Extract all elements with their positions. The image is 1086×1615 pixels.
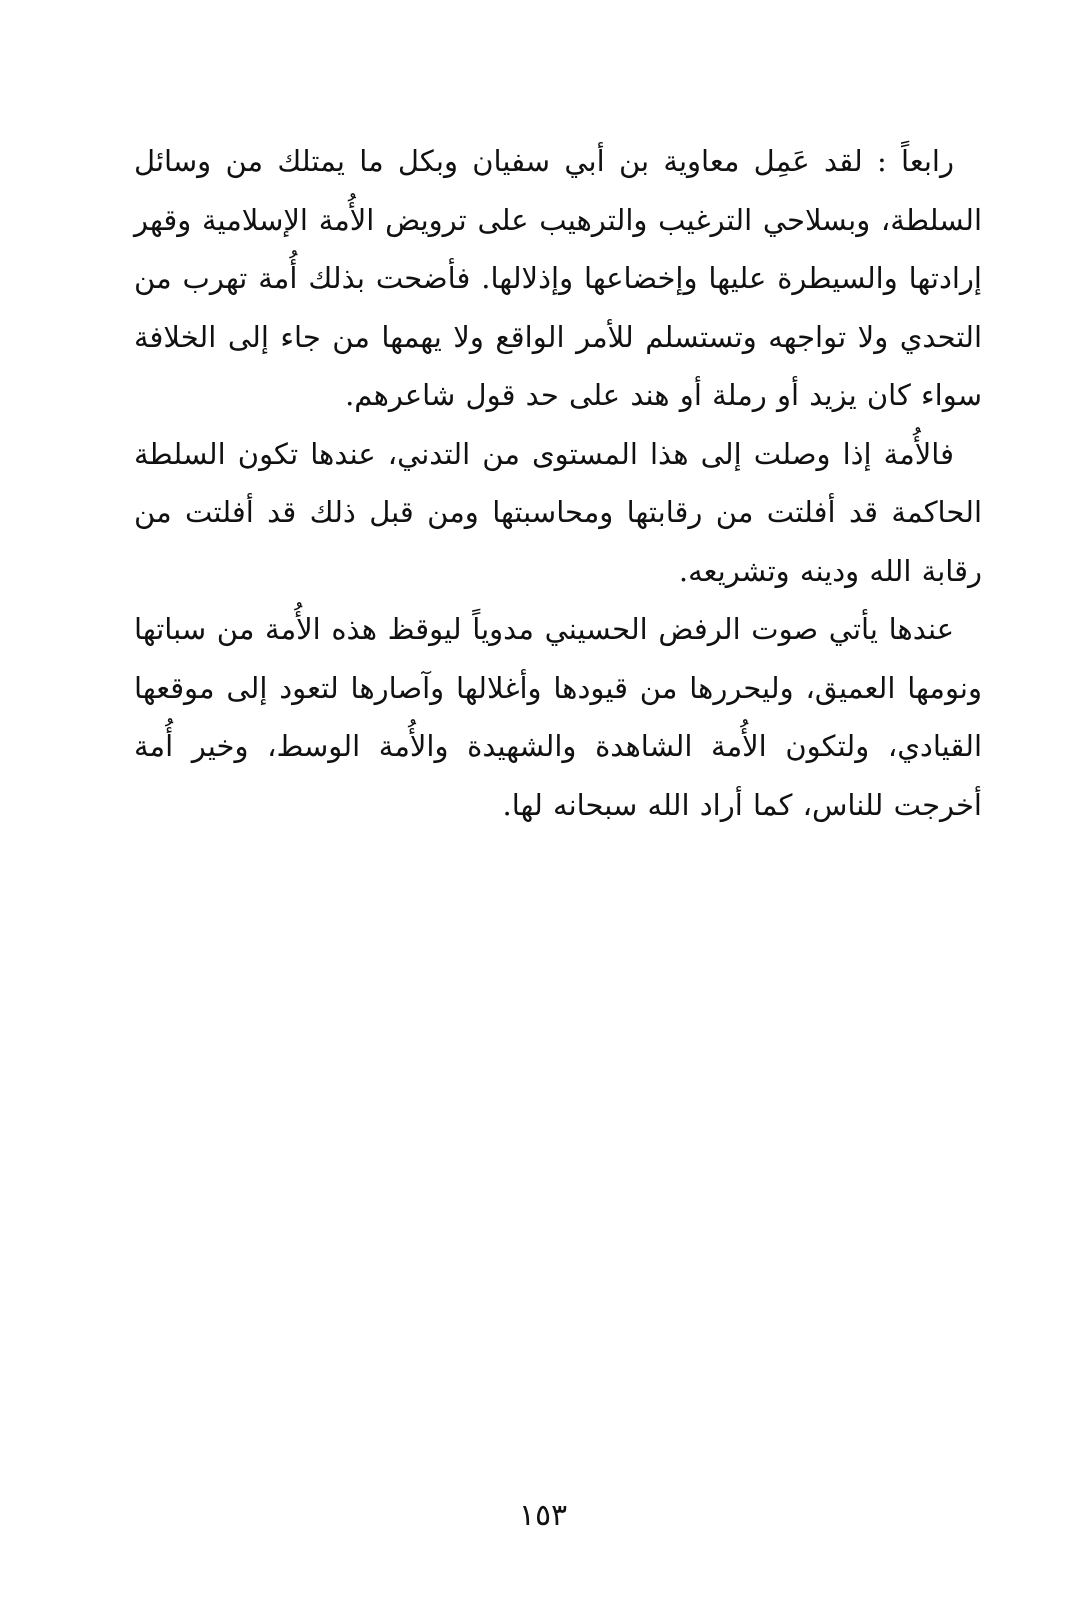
page-number: ١٥٣ <box>518 1498 568 1533</box>
paragraph-2: فالأُمة إذا وصلت إلى هذا المستوى من التدني، عندها تكون السلطة الحاكمة قد أفلتت من رقابتها ومحاسبتها ومن قبل ذلك قد أفلتت من رقابة الله ودينه وتشريعه. <box>134 436 982 588</box>
paragraph-3: عندها يأتي صوت الرفض الحسيني مدوياً ليوقظ هذه الأُمة من سباتها ونومها العميق، وليحررها من قيودها وأغلالها وآصارها لتعود إلى موقعها القيادي، ولتكون الأُمة الشاهدة والشهيدة والأُمة الوسط، وخير أُمة أخرجت للناس، كما أراد الله سبحانه لها. <box>134 612 982 822</box>
paragraph-1: رابعاً : لقد عَمِل معاوية بن أبي سفيان وبكل ما يمتلك من وسائل السلطة، وبسلاحي الترغيب والترهيب على ترويض الأُمة الإسلامية وقهر إرادتها والسيطرة عليها وإخضاعها وإذلالها. فأضحت بذلك أُمة تهرب من التحدي ولا تواجهه وتستسلم للأمر الواقع ولا يهمها من جاء إلى الخلافة سواء كان يزيد أو رملة أو هند على حد قول شاعرهم. <box>134 144 982 412</box>
body-text <box>134 132 982 834</box>
